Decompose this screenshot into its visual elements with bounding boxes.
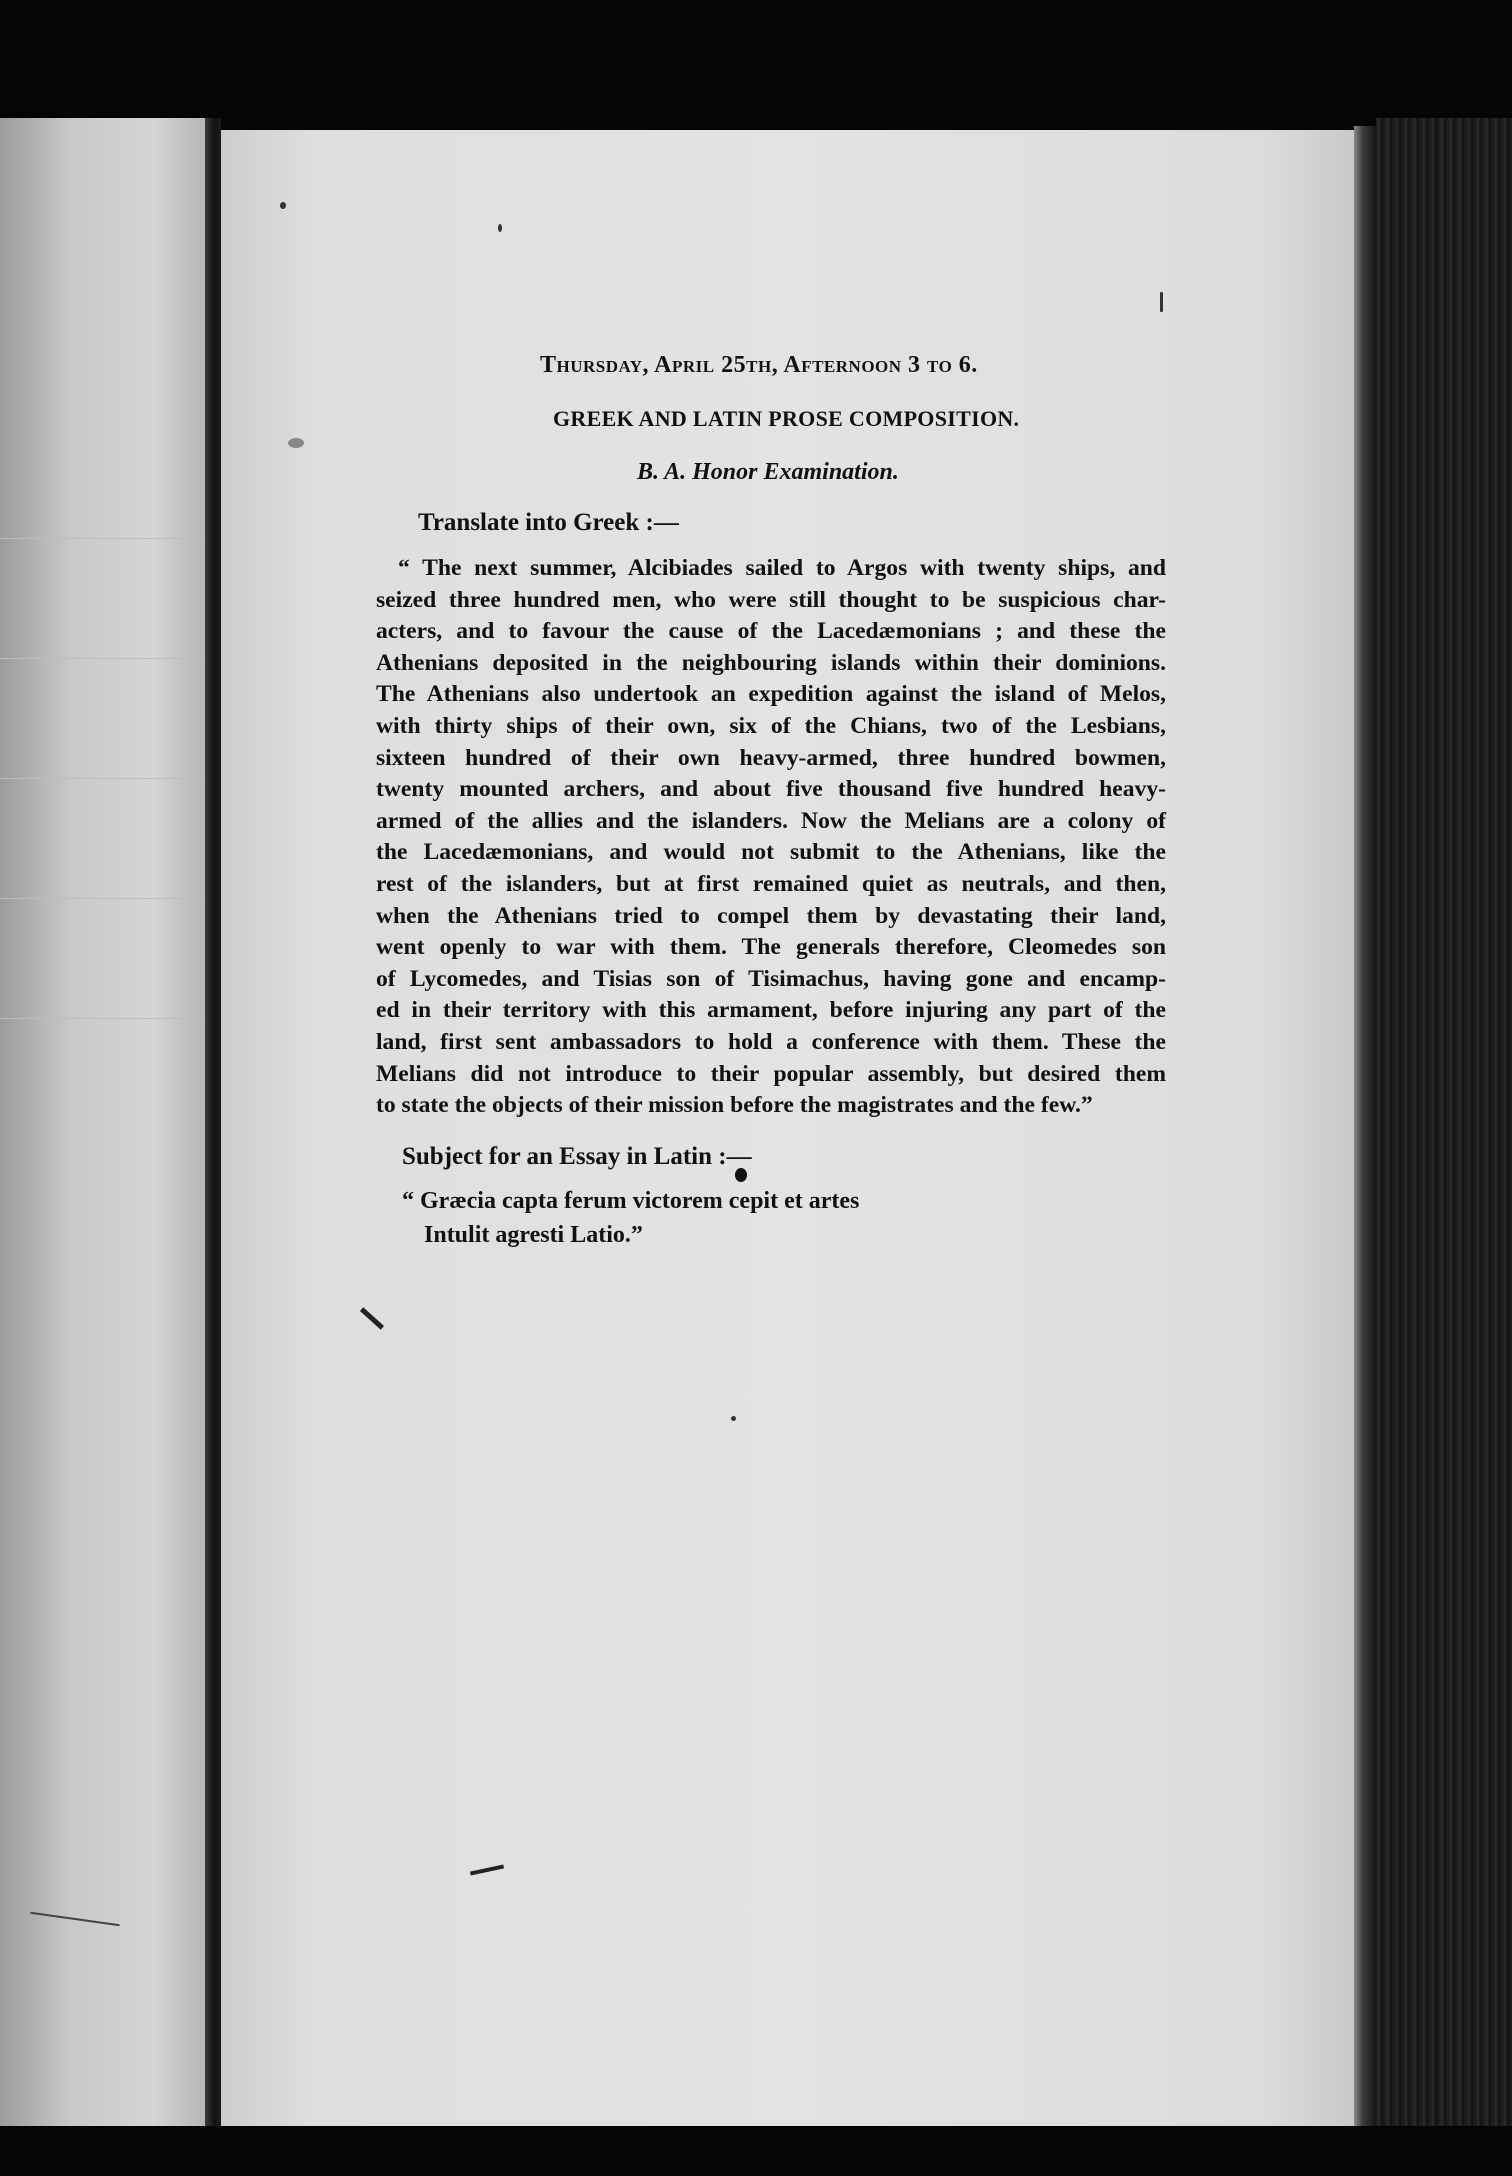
translation-passage [376, 553, 1166, 1122]
passage-line: Melians did not introduce to their popular assembly, but desired them [376, 1060, 1166, 1087]
passage-line: land, first sent ambassadors to hold a conference with them. These the [376, 1028, 1166, 1055]
passage-line: went openly to war with them. The generals therefore, Cleomedes son [376, 934, 1166, 961]
passage-line: ed in their territory with this armament, before injuring any part of the [376, 997, 1166, 1024]
passage-line: rest of the islanders, but at first remained quiet as neutrals, and then, [376, 870, 1166, 897]
passage-line: the Lacedæmonians, and would not submit to the Athenians, like the [376, 839, 1166, 866]
passage-line: The Athenians also undertook an expedition against the island of Melos, [376, 681, 1166, 708]
left-page-edge [0, 118, 205, 2126]
passage-line: to state the objects of their mission before the magistrates and the few.” [376, 1092, 1093, 1119]
exam-subject-heading: GREEK AND LATIN PROSE COMPOSITION. [553, 406, 1020, 431]
book-gutter [205, 118, 221, 2126]
passage-line: Athenians deposited in the neighbouring islands within their dominions. [376, 649, 1166, 676]
scan-speck [280, 202, 286, 209]
passage-line: when the Athenians tried to compel them by devastating their land, [376, 902, 1166, 929]
latin-line: “ Græcia capta ferum victorem cepit et artes [402, 1188, 860, 1214]
passage-line: with thirty ships of their own, six of the Chians, two of the Lesbians, [376, 712, 1166, 739]
book-binding [1376, 118, 1512, 2126]
translate-instruction: Translate into Greek :— [418, 509, 679, 536]
scan-speck [731, 1416, 736, 1421]
page-edge-shadow [1354, 126, 1376, 2126]
exam-date-heading: Thursday, April 25th, Afternoon 3 to 6. [540, 352, 978, 378]
scan-speck [498, 224, 502, 232]
essay-instruction: Subject for an Essay in Latin :— [402, 1143, 752, 1170]
passage-line: sixteen hundred of their own heavy-armed, three hundred bowmen, [376, 744, 1166, 771]
passage-line: of Lycomedes, and Tisias son of Tisimachus, having gone and encamp- [376, 965, 1166, 992]
exam-title: B. A. Honor Examination. [637, 459, 899, 485]
passage-line: armed of the allies and the islanders. Now the Melians are a colony of [376, 807, 1166, 834]
latin-quotation [402, 1184, 859, 1252]
scan-speck [288, 438, 304, 448]
passage-line: seized three hundred men, who were still thought to be suspicious char- [376, 586, 1166, 613]
latin-line: Intulit agresti Latio.” [424, 1222, 643, 1248]
passage-line: “ The next summer, Alcibiades sailed to Argos with twenty ships, and [398, 555, 1166, 581]
passage-line: acters, and to favour the cause of the Lacedæmonians ; and these the [376, 618, 1166, 645]
scan-speck [1160, 292, 1163, 312]
passage-line: twenty mounted archers, and about five thousand five hundred heavy- [376, 776, 1166, 803]
